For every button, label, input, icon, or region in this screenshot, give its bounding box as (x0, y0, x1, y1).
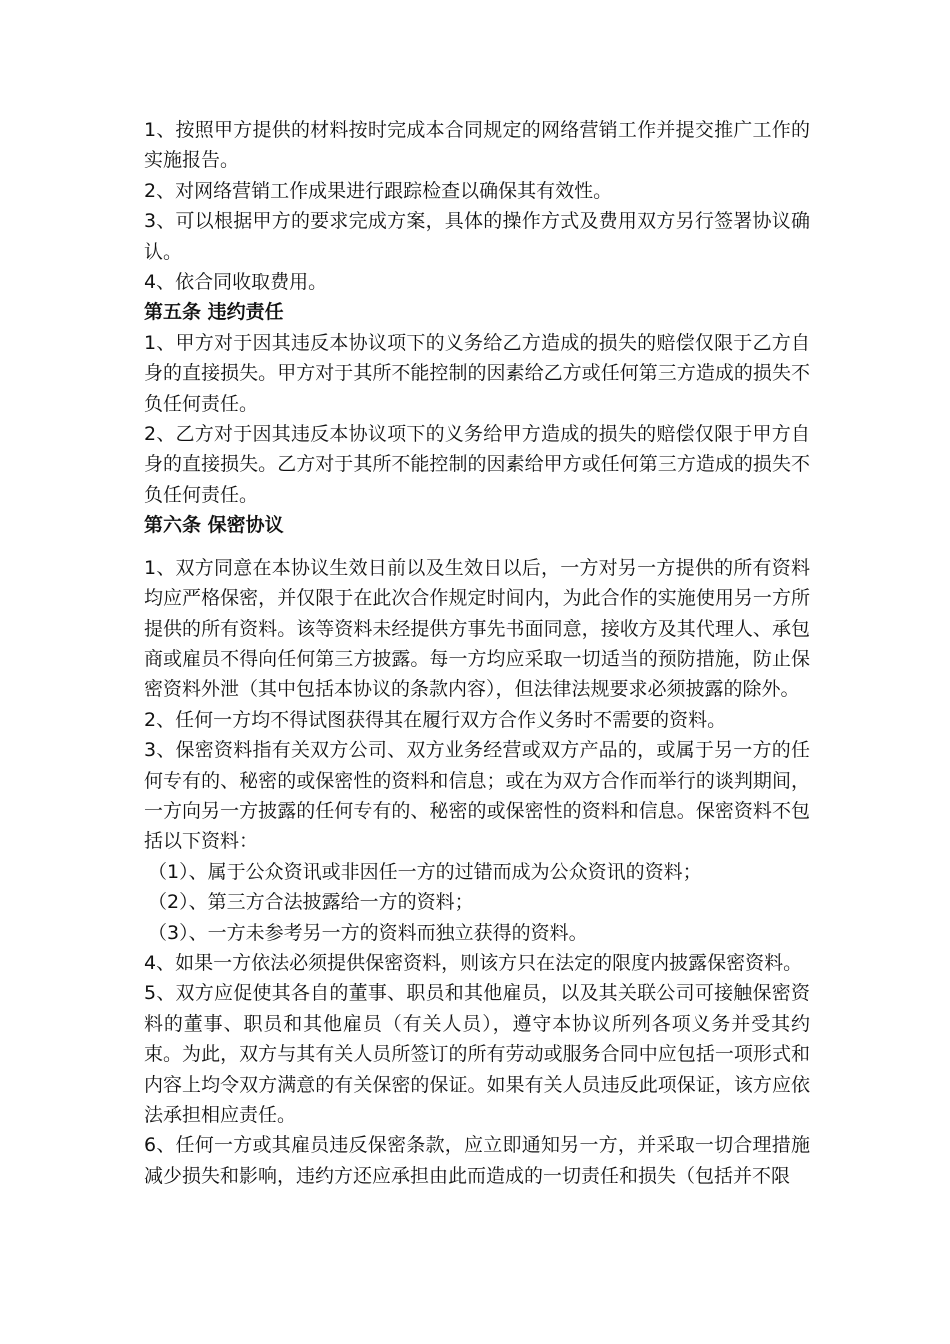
clause-4-item-1: 1、按照甲方提供的材料按时完成本合同规定的网络营销工作并提交推广工作的实施报告。 (144, 119, 810, 172)
clause-6-item-1: 1、双方同意在本协议生效日前以及生效日以后，一方对另一方提供的所有资料均应严格保密，并仅限于在此次合作规定时间内，为此合作的实施使用另一方所提供的所有资料。该等资料未经提供方事先书面同意，接收方及其代理人、承包商或雇员不得向任何第三方披露。每一方均应采取一切适当的预防措施，防止保密资料外泄（其中包括本协议的条款内容），但法律法规要求必须披露的除外。 (144, 556, 810, 701)
clause-6-item-3-sub-2: （2）、第三方合法披露给一方的资料； (148, 891, 474, 914)
clause-6-item-5: 5、双方应促使其各自的董事、职员和其他雇员，以及其关联公司可接触保密资料的董事、职员和其他雇员（有关人员），遵守本协议所列各项义务并受其约束。为此，双方与其有关人员所签订的所有劳动或服务合同中应包括一项形式和内容上均令双方满意的有关保密的保证。如果有关人员违反此项保证，该方应依法承担相应责任。 (144, 982, 810, 1126)
clause-6-item-3-sub-3: （3）、一方未参考另一方的资料而独立获得的资料。 (148, 921, 588, 944)
clause-6-item-3-sub-1: （1）、属于公众资讯或非因任一方的过错而成为公众资讯的资料； (148, 860, 702, 883)
clause-6-item-2: 2、任何一方均不得试图获得其在履行双方合作义务时不需要的资料。 (144, 708, 727, 731)
clause-4-item-4: 4、依合同收取费用。 (144, 271, 328, 294)
clause-4-item-3: 3、可以根据甲方的要求完成方案，具体的操作方式及费用双方另行签署协议确认。 (144, 210, 810, 263)
document-body (144, 115, 810, 1191)
clause-6-item-6: 6、任何一方或其雇员违反保密条款，应立即通知另一方，并采取一切合理措施减少损失和影响，违约方还应承担由此而造成的一切责任和损失（包括并不限 (144, 1134, 810, 1187)
clause-6-item-4: 4、如果一方依法必须提供保密资料，则该方只在法定的限度内披露保密资料。 (144, 951, 803, 974)
clause-5-item-2: 2、乙方对于因其违反本协议项下的义务给甲方造成的损失的赔偿仅限于甲方自身的直接损失。乙方对于其所不能控制的因素给甲方或任何第三方造成的损失不负任何责任。 (144, 423, 810, 506)
section-heading-article-5: 第五条 违约责任 (144, 301, 284, 324)
section-heading-article-6: 第六条 保密协议 (144, 514, 284, 537)
clause-6-item-3: 3、保密资料指有关双方公司、双方业务经营或双方产品的，或属于另一方的任何专有的、秘密的或保密性的资料和信息；或在为双方合作而举行的谈判期间，一方向另一方披露的任何专有的、秘密的或保密性的资料和信息。保密资料不包括以下资料： (144, 739, 810, 853)
clause-5-item-1: 1、甲方对于因其违反本协议项下的义务给乙方造成的损失的赔偿仅限于乙方自身的直接损失。甲方对于其所不能控制的因素给乙方或任何第三方造成的损失不负任何责任。 (144, 331, 810, 415)
clause-4-item-2: 2、对网络营销工作成果进行跟踪检查以确保其有效性。 (144, 179, 613, 202)
